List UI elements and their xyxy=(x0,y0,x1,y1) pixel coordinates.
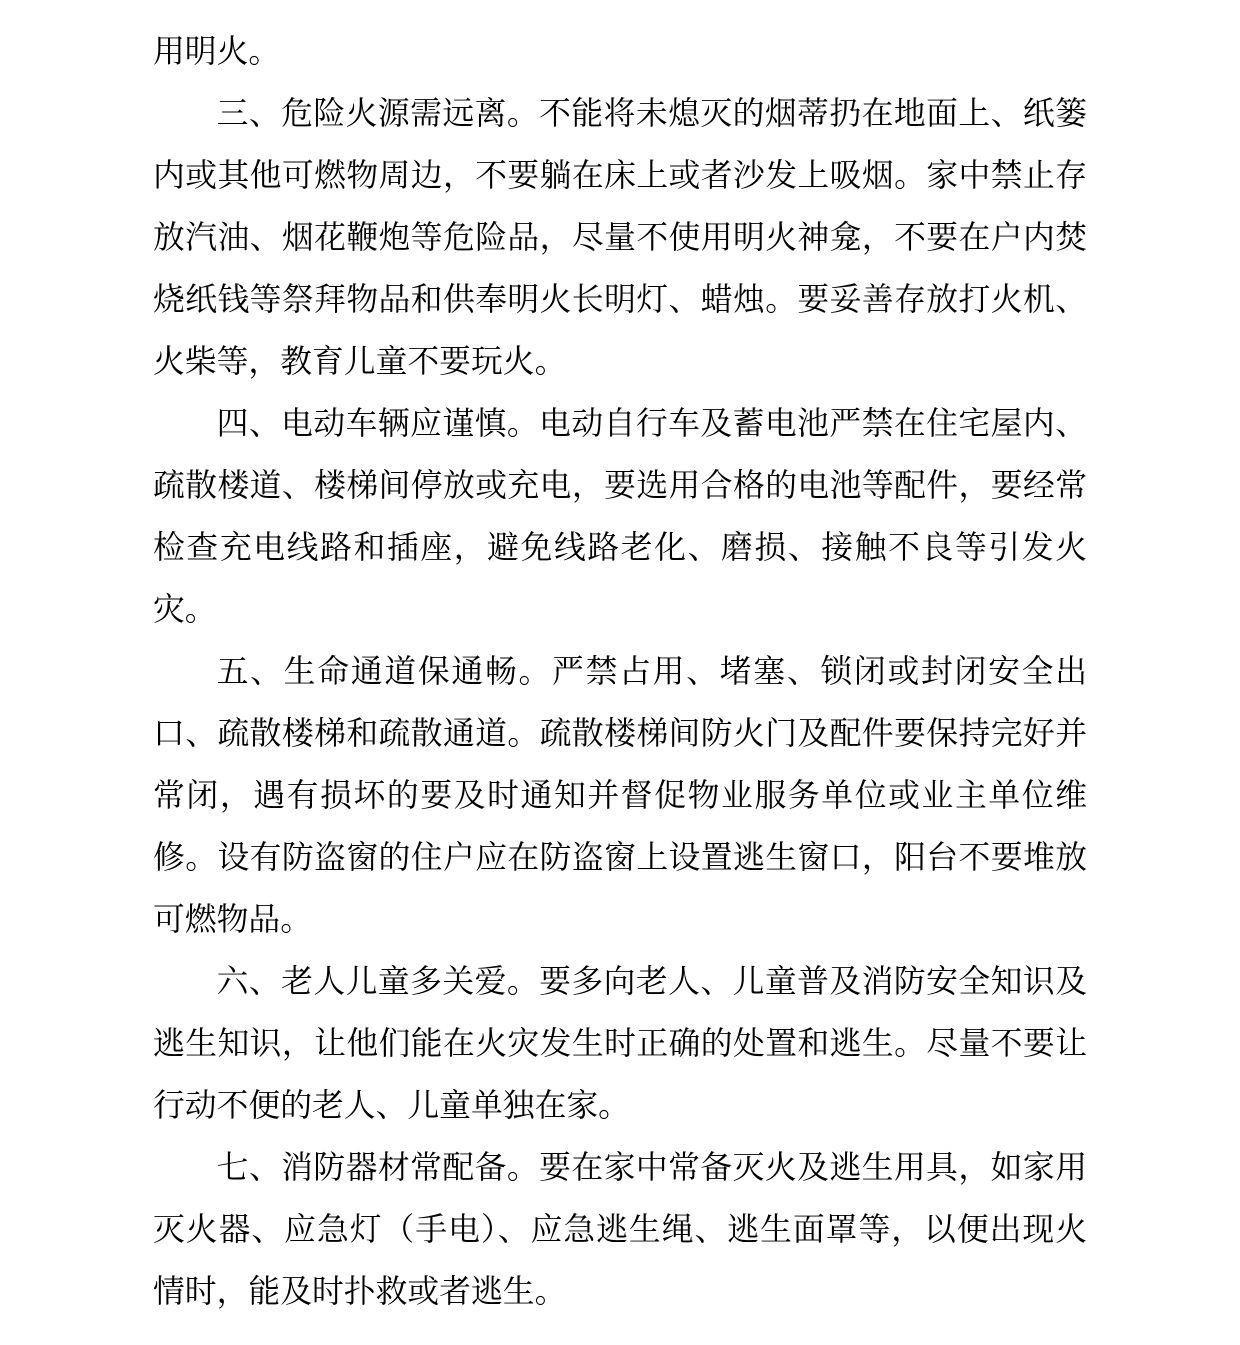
document-page xyxy=(153,21,1087,1323)
paragraph-escape-routes: 五、生命通道保通畅。严禁占用、堵塞、锁闭或封闭安全出口、疏散楼梯和疏散通道。疏散楼梯间防火门及配件要保持完好并常闭，遇有损坏的要及时通知并督促物业服务单位或业主单位维修。设有防盗窗的住户应在防盗窗上设置逃生窗口，阳台不要堆放可燃物品。 xyxy=(153,653,1087,938)
paragraph-fire-sources: 三、危险火源需远离。不能将未熄灭的烟蒂扔在地面上、纸篓内或其他可燃物周边，不要躺在床上或者沙发上吸烟。家中禁止存放汽油、烟花鞭炮等危险品，尽量不使用明火神龛，不要在户内焚烧纸钱等祭拜物品和供奉明火长明灯、蜡烛。要妥善存放打火机、火柴等，教育儿童不要玩火。 xyxy=(153,95,1087,380)
paragraph-electric-vehicles: 四、电动车辆应谨慎。电动自行车及蓄电池严禁在住宅屋内、疏散楼道、楼梯间停放或充电，要选用合格的电池等配件，要经常检查充电线路和插座，避免线路老化、磨损、接触不良等引发火灾。 xyxy=(153,405,1087,628)
paragraph-fire-equipment: 七、消防器材常配备。要在家中常备灭火及逃生用具，如家用灭火器、应急灯（手电）、应急逃生绳、逃生面罩等，以便出现火情时，能及时扑救或者逃生。 xyxy=(153,1149,1087,1310)
paragraph-elderly-children: 六、老人儿童多关爱。要多向老人、儿童普及消防安全知识及逃生知识，让他们能在火灾发生时正确的处置和逃生。尽量不要让行动不便的老人、儿童单独在家。 xyxy=(153,963,1087,1124)
paragraph-continuation: 用明火。 xyxy=(153,33,281,70)
